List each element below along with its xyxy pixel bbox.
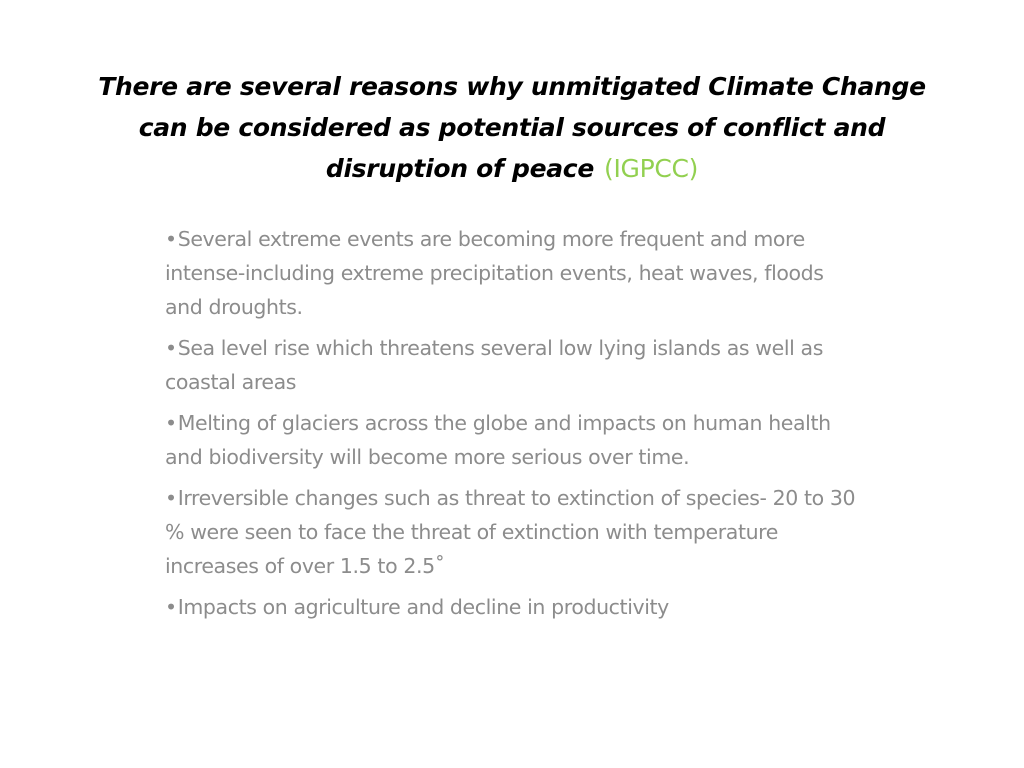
bullet-marker: • <box>165 227 177 251</box>
bullet-text: Melting of glaciers across the globe and impacts on human health and biodiversity will become more serious over time. <box>165 411 831 469</box>
bullet-item <box>165 331 865 399</box>
bullet-item <box>165 590 865 624</box>
bullet-text: Sea level rise which threatens several low lying islands as well as coastal areas <box>165 336 823 394</box>
title-source: (IGPCC) <box>603 154 699 183</box>
bullet-marker: • <box>165 595 177 619</box>
bullet-marker: • <box>165 486 177 510</box>
bullet-text: Irreversible changes such as threat to extinction of species- 20 to 30 % were seen to face the threat of extinction with temperature increases of over 1.5 to 2.5˚ <box>165 486 856 578</box>
title-text: There are several reasons why unmitigated Climate Change can be considered as potential sources of conflict and disruption of peace <box>98 72 926 183</box>
bullet-text: Several extreme events are becoming more frequent and more intense-including extreme precipitation events, heat waves, floods and droughts. <box>165 227 824 319</box>
bullet-list <box>165 222 865 631</box>
bullet-marker: • <box>165 336 177 360</box>
bullet-marker: • <box>165 411 177 435</box>
bullet-item <box>165 222 865 324</box>
bullet-text: Impacts on agriculture and decline in productivity <box>177 595 669 619</box>
bullet-item <box>165 406 865 474</box>
slide-title <box>80 66 944 189</box>
bullet-item <box>165 481 865 583</box>
